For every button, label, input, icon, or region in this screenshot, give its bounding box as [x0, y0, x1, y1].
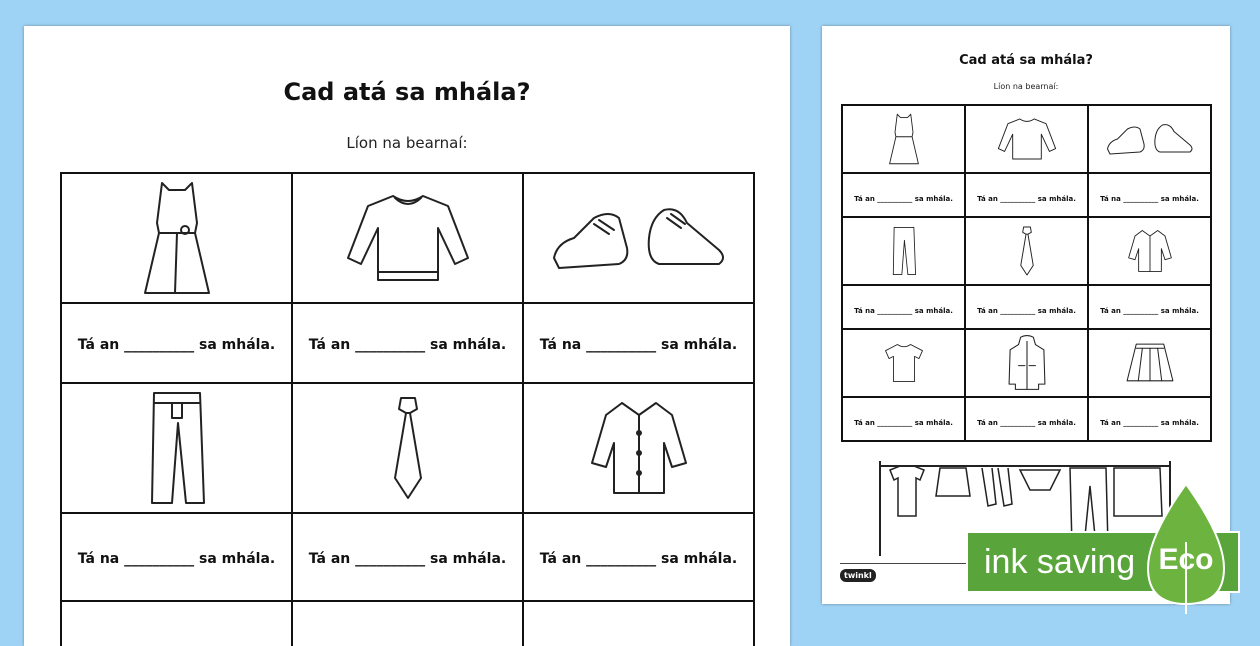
activity-grid	[841, 104, 1212, 442]
picture-cell	[1088, 217, 1211, 285]
sentence-cell[interactable]	[1088, 285, 1211, 329]
sentence-cell[interactable]	[1088, 173, 1211, 217]
shoes-icon	[1104, 119, 1196, 159]
picture-cell	[61, 601, 292, 646]
fill-blank-sentence: Tá an __________ sa mhála.	[1100, 418, 1199, 427]
jumper-icon	[996, 115, 1058, 163]
picture-cell	[842, 217, 965, 285]
worksheet-page-large	[24, 26, 790, 646]
sentence-cell[interactable]	[965, 285, 1088, 329]
picture-cell	[523, 173, 754, 303]
sentence-cell[interactable]	[523, 303, 754, 383]
picture-cell	[292, 173, 523, 303]
sentence-cell[interactable]	[61, 303, 292, 383]
shoes-icon	[549, 198, 729, 278]
picture-cell	[965, 217, 1088, 285]
fill-blank-sentence: Tá na __________ sa mhála.	[1100, 194, 1199, 203]
picture-row	[61, 383, 754, 513]
sentence-cell[interactable]	[292, 513, 523, 601]
shirt-icon	[584, 393, 694, 503]
picture-cell	[61, 173, 292, 303]
picture-cell	[523, 383, 754, 513]
sentence-cell[interactable]	[61, 513, 292, 601]
picture-cell	[523, 601, 754, 646]
dress-icon	[137, 178, 217, 298]
sentence-cell[interactable]	[842, 285, 965, 329]
fill-blank-sentence: Tá an __________ sa mhála.	[1100, 306, 1199, 315]
tshirt-icon	[882, 341, 926, 385]
sentence-row	[842, 397, 1211, 441]
fill-blank-sentence: Tá an __________ sa mhála.	[308, 550, 507, 567]
eco-badge: Eco	[1158, 543, 1214, 576]
sentence-row	[61, 513, 754, 601]
sentence-cell[interactable]	[1088, 397, 1211, 441]
trousers-icon	[889, 222, 919, 280]
fill-blank-sentence: Tá an __________ sa mhála.	[308, 336, 507, 353]
brand-logo: twinkl	[840, 569, 876, 582]
shirt-icon	[1125, 226, 1175, 276]
sentence-cell[interactable]	[842, 397, 965, 441]
sentence-row	[61, 303, 754, 383]
tie-icon	[383, 393, 433, 503]
picture-cell	[1088, 105, 1211, 173]
picture-row	[842, 217, 1211, 285]
page-subtitle: Líon na bearnaí:	[346, 134, 468, 152]
page-title: Cad atá sa mhála?	[283, 78, 531, 106]
fill-blank-sentence: Tá an __________ sa mhála.	[77, 336, 276, 353]
page-subtitle: Líon na bearnaí:	[993, 82, 1059, 91]
page-title: Cad atá sa mhála?	[959, 53, 1093, 68]
sentence-row	[842, 285, 1211, 329]
activity-grid	[60, 172, 755, 646]
fill-blank-sentence: Tá an __________ sa mhála.	[977, 306, 1076, 315]
picture-cell	[965, 329, 1088, 397]
skirt-icon	[1122, 340, 1178, 386]
sentence-cell[interactable]	[965, 397, 1088, 441]
picture-cell	[965, 105, 1088, 173]
fill-blank-sentence: Tá an __________ sa mhála.	[854, 418, 953, 427]
picture-cell	[1088, 329, 1211, 397]
fill-blank-sentence: Tá an __________ sa mhála.	[539, 550, 738, 567]
fill-blank-sentence: Tá an __________ sa mhála.	[977, 418, 1076, 427]
ink-saving-label: ink saving	[984, 543, 1136, 581]
picture-row	[842, 329, 1211, 397]
dress-icon	[886, 109, 922, 169]
picture-row	[61, 173, 754, 303]
picture-cell	[292, 383, 523, 513]
sentence-cell[interactable]	[842, 173, 965, 217]
fill-blank-sentence: Tá na __________ sa mhála.	[77, 550, 276, 567]
picture-cell	[61, 383, 292, 513]
fill-blank-sentence: Tá na __________ sa mhála.	[539, 336, 738, 353]
picture-cell	[842, 105, 965, 173]
picture-cell	[292, 601, 523, 646]
sentence-cell[interactable]	[523, 513, 754, 601]
coat-icon	[1005, 334, 1049, 392]
fill-blank-sentence: Tá an __________ sa mhála.	[977, 194, 1076, 203]
sentence-cell[interactable]	[965, 173, 1088, 217]
trousers-icon	[142, 388, 212, 508]
picture-row	[842, 105, 1211, 173]
fill-blank-sentence: Tá an __________ sa mhála.	[854, 194, 953, 203]
sentence-row	[842, 173, 1211, 217]
picture-row-partial	[61, 601, 754, 646]
picture-cell	[842, 329, 965, 397]
jumper-icon	[343, 188, 473, 288]
fill-blank-sentence: Tá na __________ sa mhála.	[854, 306, 953, 315]
sentence-cell[interactable]	[292, 303, 523, 383]
tie-icon	[1015, 224, 1039, 278]
